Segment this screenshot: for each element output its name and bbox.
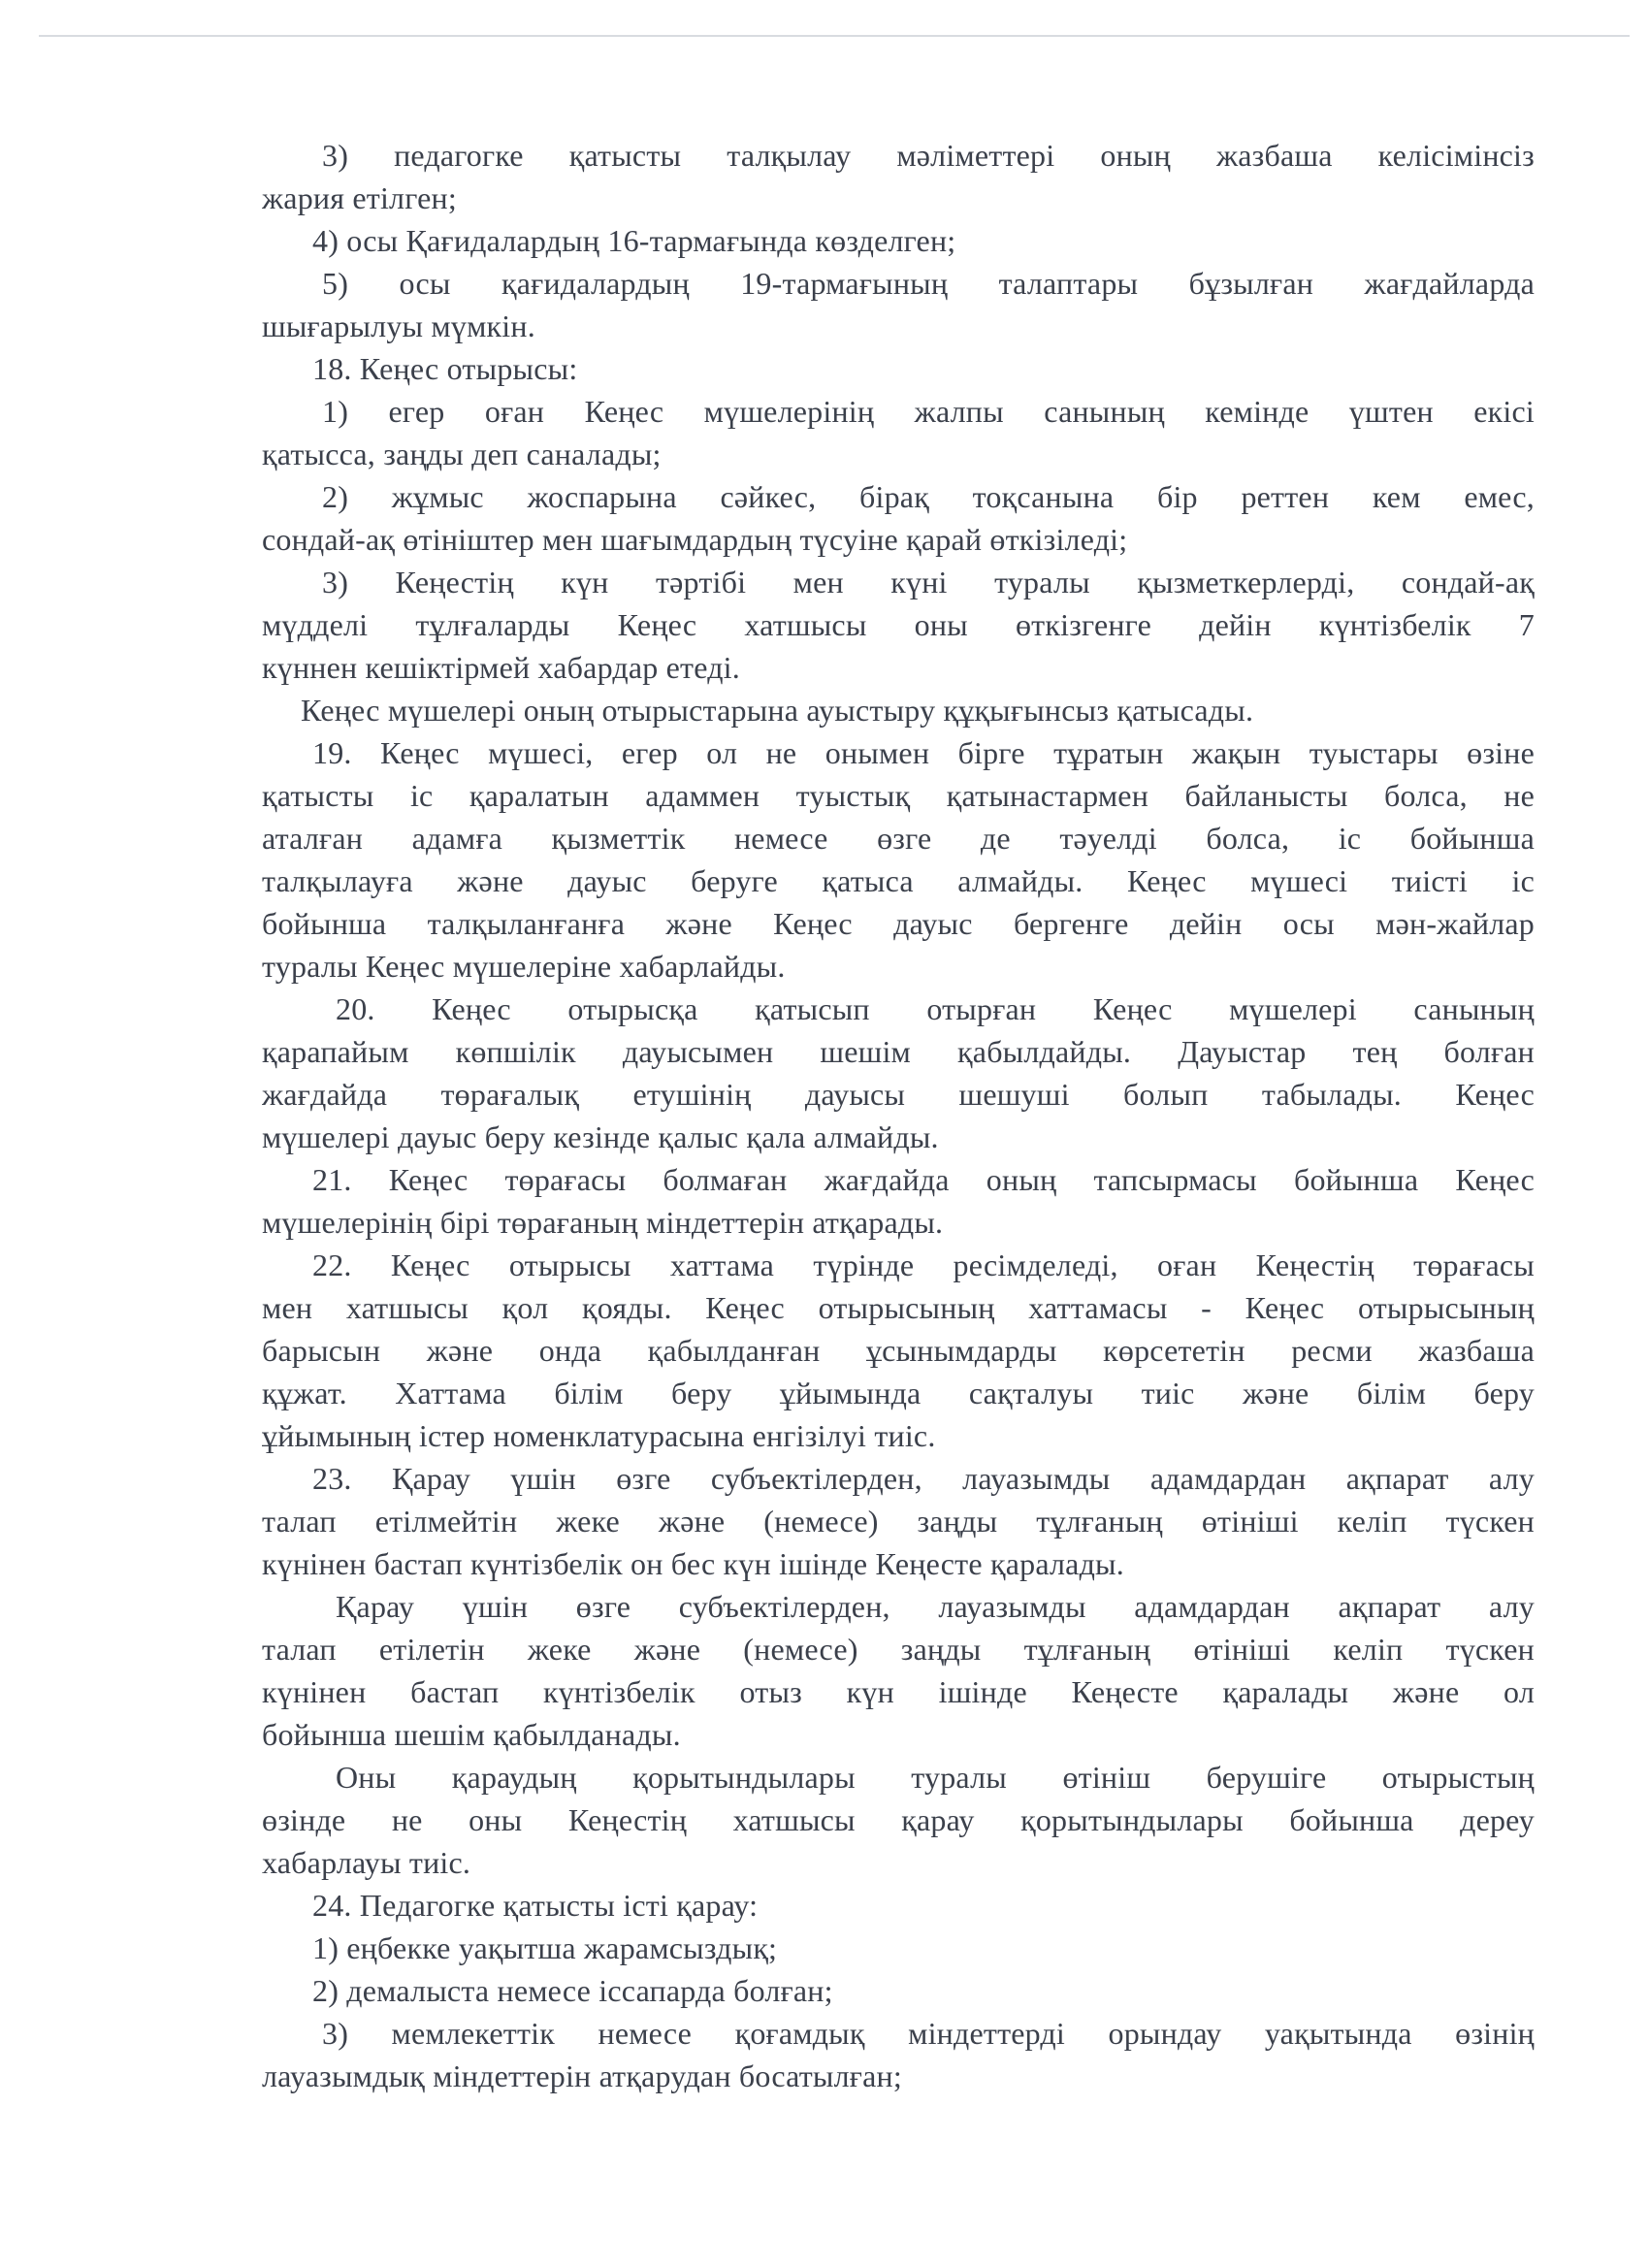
text-line: талап етілмейтін жеке және (немесе) заңды тұлғаның өтініші келіп түскен (262, 1504, 1535, 1539)
text-line: 20. Кеңес отырысқа қатысып отырған Кеңес мүшелері санының (336, 991, 1535, 1026)
text-line: 3) мемлекеттік немесе қоғамдық міндеттерді орындау уақытында өзінің (322, 2016, 1535, 2051)
text-line: 2) демалыста немесе іссапарда болған; (312, 1973, 833, 2008)
text-line: 3) Кеңестің күн тәртібі мен күні туралы қызметкерлерді, сондай-ақ (322, 565, 1535, 599)
text-line: бойынша шешім қабылданады. (262, 1717, 681, 1752)
text-line: құжат. Хаттама білім беру ұйымында сақталуы тиіс және білім беру (262, 1376, 1535, 1410)
text-line: күнінен бастап күнтізбелік он бес күн ішінде Кеңесте қаралады. (262, 1546, 1124, 1581)
text-line: жария етілген; (262, 180, 457, 215)
text-line: мүдделі тұлғаларды Кеңес хатшысы оны өткізгенге дейін күнтізбелік 7 (262, 607, 1535, 642)
text-line: қатысты іс қаралатын адаммен туыстық қатынастармен байланысты болса, не (262, 778, 1535, 813)
text-line: мен хатшысы қол қояды. Кеңес отырысының хаттамасы - Кеңес отырысының (262, 1290, 1535, 1325)
text-line: 18. Кеңес отырысы: (312, 351, 578, 386)
text-line: аталған адамға қызметтік немесе өзге де тәуелді болса, іс бойынша (262, 821, 1535, 856)
text-line: 2) жұмыс жоспарына сәйкес, бірақ тоқсанына бір реттен кем емес, (322, 479, 1535, 514)
text-line: күнінен бастап күнтізбелік отыз күн ішінде Кеңесте қаралады және ол (262, 1674, 1535, 1709)
text-line: 1) егер оған Кеңес мүшелерінің жалпы санының кемінде үштен екісі (322, 394, 1535, 429)
text-line: 22. Кеңес отырысы хаттама түрінде ресімделеді, оған Кеңестің төрағасы (312, 1247, 1535, 1282)
text-line: 21. Кеңес төрағасы болмаған жағдайда оның тапсырмасы бойынша Кеңес (312, 1162, 1535, 1197)
text-line: күннен кешіктірмей хабардар етеді. (262, 650, 740, 685)
text-line: ұйымының істер номенклатурасына енгізілуі тиіс. (262, 1418, 936, 1453)
text-line: лауазымдық міндеттерін атқарудан босатылған; (262, 2058, 902, 2093)
text-line: қатысса, заңды деп саналады; (262, 437, 662, 471)
text-line: 23. Қарау үшін өзге субъектілерден, лауазымды адамдардан ақпарат алу (312, 1461, 1535, 1496)
text-line: мүшелері дауыс беру кезінде қалыс қала алмайды. (262, 1119, 939, 1154)
text-line: 3) педагогке қатысты талқылау мәліметтері оның жазбаша келісімінсіз (322, 138, 1535, 173)
text-line: барысын және онда қабылданған ұсынымдарды көрсететін ресми жазбаша (262, 1333, 1535, 1368)
text-line: өзінде не оны Кеңестің хатшысы қарау қорытындылары бойынша дереу (262, 1802, 1535, 1837)
text-line: сондай-ақ өтініштер мен шағымдардың түсуіне қарай өткізіледі; (262, 522, 1128, 557)
text-line: шығарылуы мүмкін. (262, 308, 535, 343)
text-line: талап етілетін жеке және (немесе) заңды тұлғаның өтініші келіп түскен (262, 1632, 1535, 1667)
scan-edge-line (39, 35, 1630, 37)
text-line: Оны қараудың қорытындылары туралы өтініш берушіге отырыстың (336, 1760, 1535, 1795)
text-line: 24. Педагогке қатысты істі қарау: (312, 1888, 759, 1923)
text-line: жағдайда төрағалық етушінің дауысы шешуші болып табылады. Кеңес (262, 1077, 1535, 1112)
text-line: Кеңес мүшелері оның отырыстарына ауыстыру құқығынсыз қатысады. (301, 693, 1254, 728)
text-line: туралы Кеңес мүшелеріне хабарлайды. (262, 949, 786, 984)
text-line: қарапайым көпшілік дауысымен шешім қабылдайды. Дауыстар тең болған (262, 1034, 1535, 1069)
text-line: хабарлауы тиіс. (262, 1845, 471, 1880)
text-line: 4) осы Қағидалардың 16-тармағында көзделген; (312, 223, 956, 258)
text-line: Қарау үшін өзге субъектілерден, лауазымды адамдардан ақпарат алу (336, 1589, 1535, 1624)
text-line: 19. Кеңес мүшесі, егер ол не онымен бірге тұратын жақын туыстары өзіне (312, 735, 1535, 770)
text-line: 1) еңбекке уақытша жарамсыздық; (312, 1930, 778, 1965)
text-line: 5) осы қағидалардың 19-тармағының талаптары бұзылған жағдайларда (322, 266, 1535, 301)
text-line: бойынша талқыланғанға және Кеңес дауыс бергенге дейін осы мән-жайлар (262, 906, 1535, 941)
text-line: мүшелерінің бірі төрағаның міндеттерін атқарады. (262, 1205, 944, 1240)
text-line: талқылауға және дауыс беруге қатыса алмайды. Кеңес мүшесі тиісті іс (262, 863, 1535, 898)
